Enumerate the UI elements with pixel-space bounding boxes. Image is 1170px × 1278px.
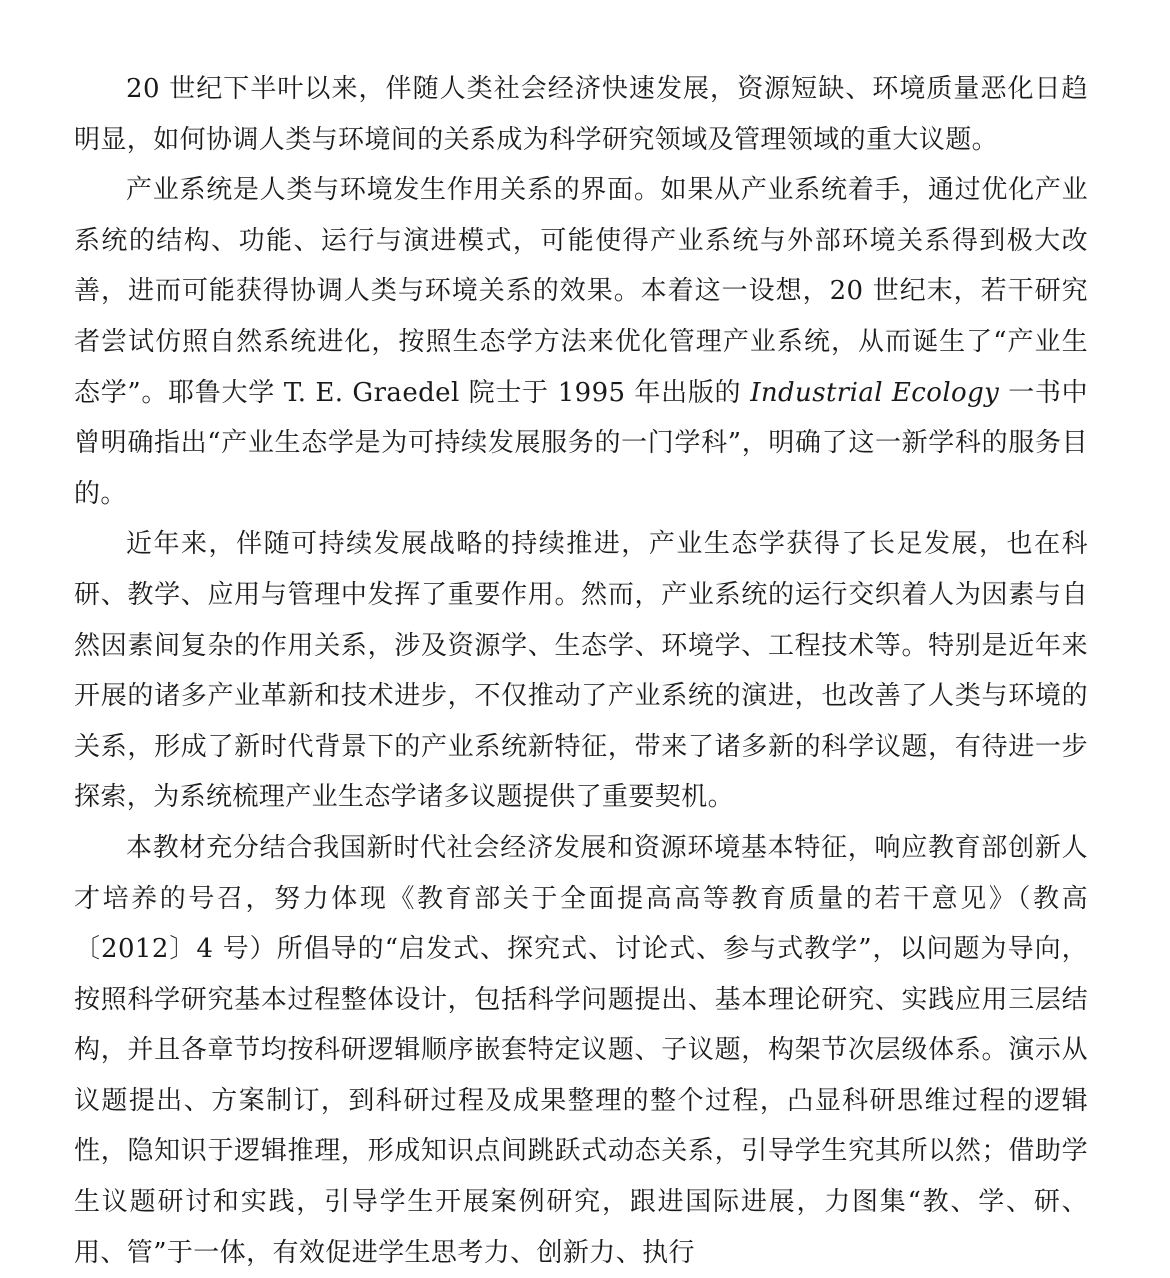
paragraph-3 [74, 519, 1088, 823]
paragraph-2-text-end: 一书中曾明确指出“产业生态学是为可持续发展服务的一门学科”，明确了这一新学科的服务目的。 [74, 377, 1089, 509]
paragraph-2-text-start: 产业系统是人类与环境发生作用关系的界面。如果从产业系统着手，通过优化产业系统的结构、功能、运行与演进模式，可能使得产业系统与外部环境关系得到极大改善，进而可能获得协调人类与环境关系的效果。本着这一设想，20 世纪末，若干研究者尝试仿照自然系统进化，按照生态学方法来优化管理产业系统，从而诞生了“产业生态学”。耶鲁大学 T. E. Graedel 院士于 1995 年出版的 [74, 175, 1088, 408]
paragraph-4-text: 本教材充分结合我国新时代社会经济发展和资源环境基本特征，响应教育部创新人才培养的号召，努力体现《教育部关于全面提高高等教育质量的若干意见》（教高〔2012〕4 号）所倡导的“启发式、探究式、讨论式、参与式教学”，以问题为导向，按照科学研究基本过程整体设计，包括科学问题提出、基本理论研究、实践应用三层结构，并且各章节均按科研逻辑顺序嵌套特定议题、子议题，构架节次层级体系。演示从议题提出、方案制订，到科研过程及成果整理的整个过程，凸显科研思维过程的逻辑性，隐知识于逻辑推理，形成知识点间跳跃式动态关系，引导学生究其所以然；借助学生议题研讨和实践，引导学生开展案例研究，跟进国际进展，力图集“教、学、研、用、管”于一体，有效促进学生思考力、创新力、执行 [74, 832, 1088, 1268]
paragraph-2 [74, 165, 1088, 519]
paragraph-3-text: 近年来，伴随可持续发展战略的持续推进，产业生态学获得了长足发展，也在科研、教学、应用与管理中发挥了重要作用。然而，产业系统的运行交织着人为因素与自然因素间复杂的作用关系，涉及资源学、生态学、环境学、工程技术等。特别是近年来开展的诸多产业革新和技术进步，不仅推动了产业系统的演进，也改善了人类与环境的关系，形成了新时代背景下的产业系统新特征，带来了诸多新的科学议题，有待进一步探索，为系统梳理产业生态学诸多议题提供了重要契机。 [74, 529, 1088, 813]
book-title-italic: Industrial Ecology [750, 377, 1000, 408]
paragraph-4 [74, 823, 1088, 1278]
paragraph-1-text: 20 世纪下半叶以来，伴随人类社会经济快速发展，资源短缺、环境质量恶化日趋明显，如何协调人类与环境间的关系成为科学研究领域及管理领域的重大议题。 [74, 74, 1088, 155]
paragraph-1 [74, 64, 1088, 165]
